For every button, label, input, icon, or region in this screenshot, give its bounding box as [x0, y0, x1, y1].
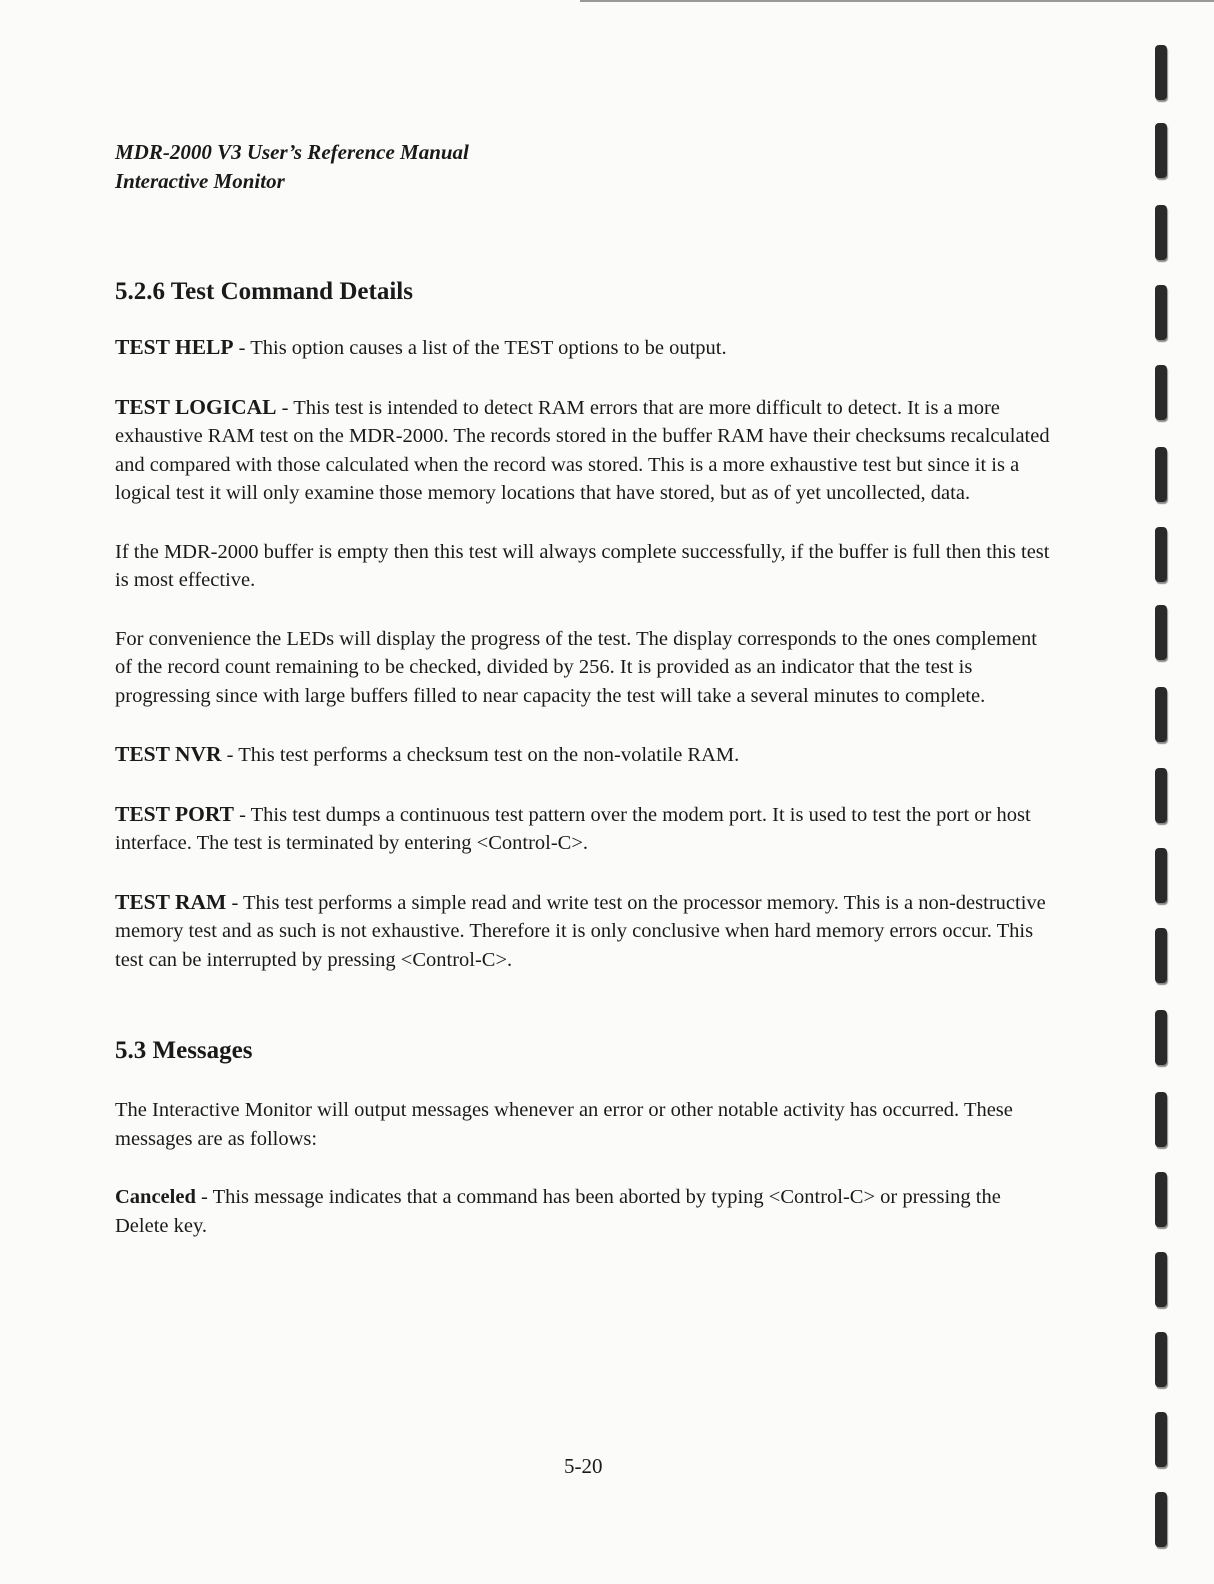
binding-hole [1155, 123, 1167, 178]
test-ram-term: TEST RAM [115, 889, 227, 914]
binding-hole [1155, 45, 1167, 100]
test-nvr-term: TEST NVR [115, 742, 222, 766]
page-content [115, 275, 1050, 1240]
binding-hole [1155, 768, 1167, 823]
test-ram-paragraph [115, 888, 1050, 975]
section-heading-5-2-6: 5.2.6 Test Command Details [115, 278, 413, 305]
test-help-text: - This option causes a list of the TEST options to be output. [233, 337, 727, 359]
section-heading-5-3: 5.3 Messages [115, 1037, 253, 1064]
binding-hole [1155, 605, 1167, 660]
canceled-message-paragraph [115, 1183, 1050, 1240]
binding-hole [1155, 1412, 1167, 1467]
test-nvr-text: - This test performs a checksum test on the non-volatile RAM. [221, 744, 740, 766]
manual-title: MDR-2000 V3 User’s Reference Manual [115, 140, 469, 164]
binding-hole [1155, 1010, 1167, 1065]
binding-hole [1155, 928, 1167, 983]
test-help-paragraph [115, 333, 1050, 363]
test-port-paragraph [115, 800, 1050, 858]
test-nvr-paragraph [115, 740, 1050, 770]
test-port-text: - This test dumps a continuous test pattern over the modem port. It is used to test the port or host interface. The test is terminated by entering <Control-C>. [115, 803, 1031, 854]
binding-hole [1155, 527, 1167, 582]
binding-hole [1155, 1332, 1167, 1387]
page-number: 5-20 [564, 1454, 603, 1478]
binding-holes [1155, 0, 1175, 1584]
binding-hole [1155, 1172, 1167, 1227]
test-ram-text: - This test performs a simple read and write test on the processor memory. This is a non-destructive memory test and as such is not exhaustive. Therefore it is only conclusive when hard memory errors occur. This test can be interrupted by pressing <Control-C>. [115, 891, 1046, 971]
running-header [115, 138, 469, 196]
binding-hole [1155, 848, 1167, 903]
test-logical-term: TEST LOGICAL [115, 394, 277, 419]
test-logical-text: - This test is intended to detect RAM errors that are more difficult to detect. It is a more exhaustive RAM test on the MDR-2000. The records stored in the buffer RAM have their checksums recalculated and compared with those calculated when the record was stored. This is a more exhaustive test but since it is a logical test it will only examine those memory locations that have stored, but as of yet uncollected, data. [115, 396, 1050, 504]
canceled-term: Canceled [115, 1186, 196, 1208]
binding-hole [1155, 285, 1167, 340]
binding-hole [1155, 447, 1167, 502]
test-logical-paragraph [115, 393, 1050, 508]
canceled-text: - This message indicates that a command has been aborted by typing <Control-C> or pressing the Delete key. [115, 1186, 1001, 1237]
binding-hole [1155, 365, 1167, 420]
binding-hole [1155, 687, 1167, 742]
binding-hole [1155, 1492, 1167, 1547]
empty-buffer-paragraph: If the MDR-2000 buffer is empty then this test will always complete successfully, if the buffer is full then this test is most effective. [115, 540, 1050, 591]
chapter-title: Interactive Monitor [115, 169, 285, 193]
binding-hole [1155, 1252, 1167, 1307]
binding-hole [1155, 205, 1167, 260]
test-help-term: TEST HELP [115, 335, 234, 359]
messages-intro-paragraph: The Interactive Monitor will output messages whenever an error or other notable activity has occurred. These messages are as follows: [115, 1099, 1013, 1150]
binding-hole [1155, 1092, 1167, 1147]
test-port-term: TEST PORT [115, 801, 234, 826]
led-progress-paragraph: For convenience the LEDs will display the progress of the test. The display corresponds to the ones complement of the record count remaining to be checked, divided by 256. It is provided as an indicator that the test is progressing since with large buffers filled to near capacity the test will take a several minutes to complete. [115, 627, 1037, 707]
page-top-edge [580, 0, 1214, 2]
